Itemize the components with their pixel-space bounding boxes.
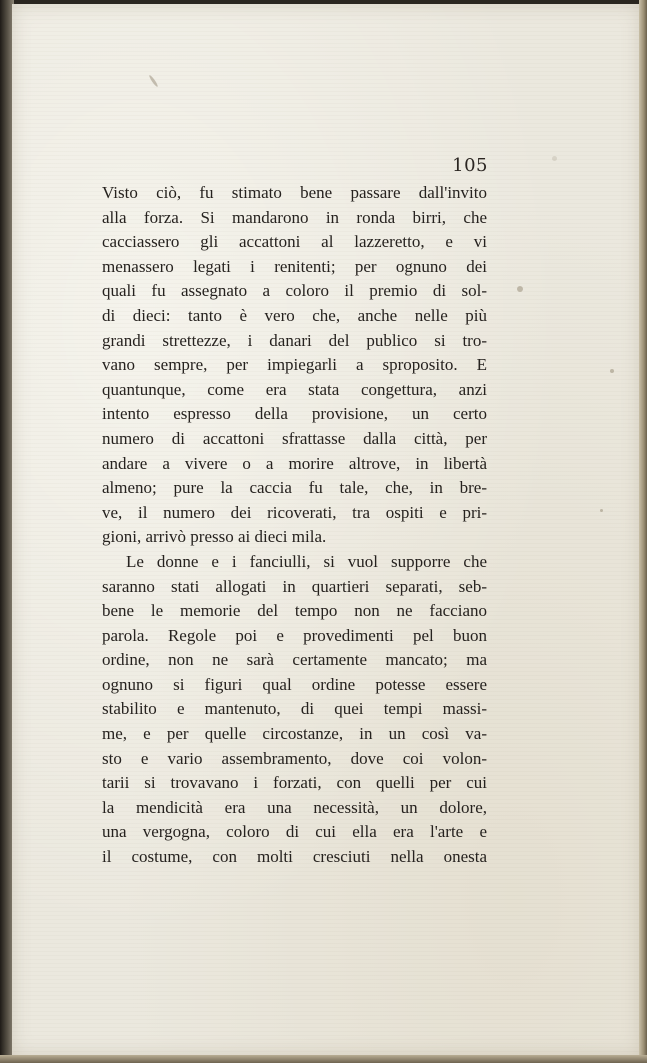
- paper-fleck: [600, 509, 603, 512]
- text-line: gioni, arrivò presso ai dieci mila.: [102, 527, 327, 547]
- text-line: la mendicità era una necessità, un dolore,: [102, 797, 487, 817]
- paper-fleck: [610, 369, 614, 373]
- text-line: di dieci: tanto è vero che, anche nelle più: [102, 305, 487, 325]
- text-line: bene le memorie del tempo non ne facciano: [102, 601, 487, 621]
- page-edge-right: [639, 0, 647, 1063]
- page-edge-bottom: [0, 1055, 647, 1063]
- text-line: Le donne e i fanciulli, si vuol supporre che: [126, 551, 487, 571]
- text-line: cacciassero gli accattoni al lazzeretto, e vi: [102, 232, 487, 252]
- text-line: andare a vivere o a morire altrove, in libertà: [102, 453, 487, 473]
- text-line: il costume, con molti cresciuti nella onesta: [102, 847, 487, 867]
- text-line: numero di accattoni sfrattasse dalla città, per: [102, 428, 487, 448]
- text-line: una vergogna, coloro di cui ella era l'arte e: [102, 822, 487, 842]
- paper-fleck: [552, 156, 557, 161]
- text-line: menassero legati i renitenti; per ognuno dei: [102, 256, 487, 276]
- text-line: ognuno si figuri qual ordine potesse essere: [102, 674, 487, 694]
- page-number: 105: [452, 155, 488, 176]
- body-text: [102, 181, 487, 870]
- text-line: almeno; pure la caccia fu tale, che, in bre-: [102, 478, 487, 498]
- text-line: ve, il numero dei ricoverati, tra ospiti e pri-: [102, 502, 487, 522]
- text-line: quali fu assegnato a coloro il premio di sol-: [102, 281, 487, 301]
- text-line: grandi strettezze, i danari del publico si tro-: [102, 330, 487, 350]
- text-line: saranno stati allogati in quartieri separati, seb-: [102, 576, 487, 596]
- paragraph-1: [102, 181, 487, 550]
- paragraph-2: [102, 550, 487, 870]
- text-line: vano sempre, per impiegarli a sproposito. E: [102, 355, 487, 375]
- text-line: me, e per quelle circostanze, in un così va-: [102, 724, 487, 744]
- text-line: intento espresso della provisione, un certo: [102, 404, 487, 424]
- text-line: stabilito e mantenuto, di quei tempi massi-: [102, 699, 487, 719]
- text-line: quantunque, come era stata congettura, anzi: [102, 379, 487, 399]
- text-line: parola. Regole poi e provedimenti pel buon: [102, 625, 487, 645]
- text-line: alla forza. Si mandarono in ronda birri, che: [102, 207, 487, 227]
- text-line: tarii si trovavano i forzati, con quelli per cui: [102, 773, 487, 793]
- paper-fleck: [148, 74, 158, 87]
- text-line: ordine, non ne sarà certamente mancato; ma: [102, 650, 487, 670]
- text-line: Visto ciò, fu stimato bene passare dall'invito: [102, 183, 487, 202]
- text-line: sto e vario assembramento, dove coi volon-: [102, 748, 487, 768]
- paper-fleck: [517, 286, 523, 292]
